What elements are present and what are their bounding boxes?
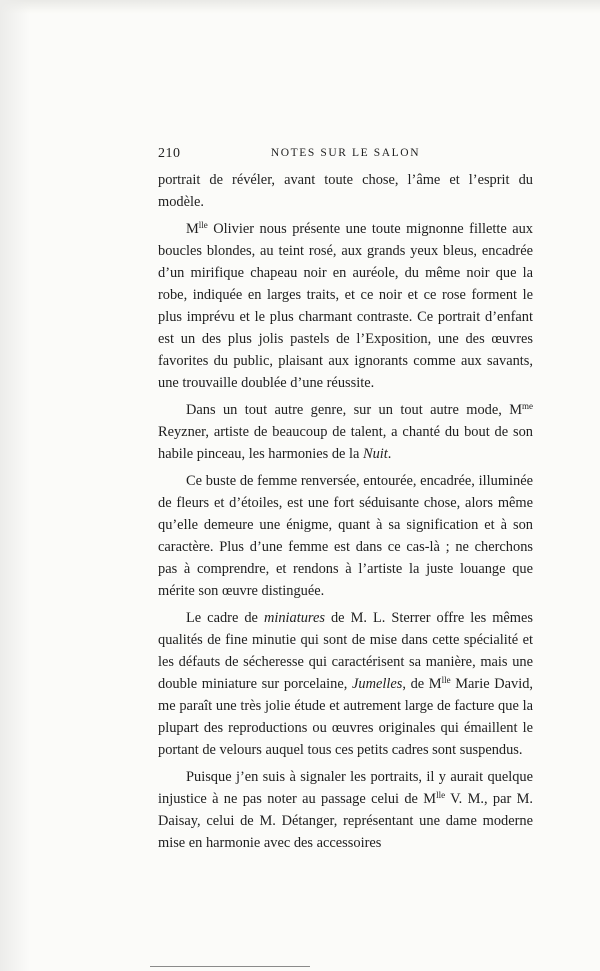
running-head bbox=[158, 146, 533, 166]
scan-edge-left bbox=[0, 0, 30, 971]
bottom-rule bbox=[150, 966, 310, 967]
italic-title: Nuit bbox=[363, 446, 388, 462]
paragraph bbox=[158, 169, 533, 213]
paragraph bbox=[158, 218, 533, 394]
text-segment: Reyzner, artiste de beaucoup de talent, a chanté du bout de son habile pinceau, les harmonies de la bbox=[158, 424, 533, 462]
text-segment: Ce buste de femme renversée, entourée, encadrée, illuminée de fleurs et d’étoiles, est une fort séduisante chose, alors même qu’elle demeure une énigme, quant à sa signification et à son caractère. Plus d’une femme est dans ce cas-là ; ne cherchons pas à comprendre, et rendons à l’artiste la juste louange que mérite son œuvre distinguée. bbox=[158, 473, 533, 599]
text-column bbox=[158, 169, 533, 859]
paragraph bbox=[158, 470, 533, 602]
paragraph bbox=[158, 607, 533, 761]
text-segment: Marie David, me paraît une très jolie étude et autrement large de facture que la plupart des reproductions ou œuvres originales qui émaillent le portant de velours auquel tous ces petits cadres sont suspendus. bbox=[158, 676, 534, 758]
text-segment: Puisque j’en suis à signaler les portraits, il y aurait quelque injustice à ne pas noter au passage celui de M bbox=[158, 769, 533, 807]
running-title: NOTES SUR LE SALON bbox=[270, 147, 421, 159]
text-segment: , de M bbox=[402, 676, 442, 692]
text-segment: portrait de révéler, avant toute chose, l’âme et l’esprit du modèle. bbox=[158, 172, 533, 210]
text-segment: V. M., par M. Daisay, celui de M. Détanger, représentant une dame moderne mise en harmonie avec des accessoires bbox=[158, 791, 533, 851]
text-segment: de M. L. Sterrer offre les mêmes qualités de fine minutie qui sont de mise dans cette spécialité et les défauts de sécheresse qui caractérisent sa manière, mais une double miniature sur porcelaine, bbox=[158, 610, 533, 692]
page-number: 210 bbox=[158, 146, 181, 161]
superscript-abbrev: lle bbox=[436, 790, 446, 800]
paragraph bbox=[158, 766, 533, 854]
text-segment: Olivier nous présente une toute mignonne fillette aux boucles blondes, au teint rosé, aux grands yeux bleus, encadrée d’un mirifique chapeau noir en auréole, du même noir que la robe, indiquée en larges traits, et ce noir et ce rose forment le plus imprévu et le plus charmant contraste. Ce portrait d’enfant est un des plus jolis pastels de l’Exposition, une des œuvres favorites du public, plaisant aux ignorants comme aux savants, une trouvaille doublée d’une réussite. bbox=[158, 221, 533, 391]
paragraph bbox=[158, 399, 533, 465]
italic-title: Jumelles bbox=[351, 676, 403, 692]
text-segment: . bbox=[387, 446, 392, 462]
italic-title: miniatures bbox=[263, 610, 325, 626]
text-segment: Le cadre de bbox=[186, 610, 264, 626]
superscript-abbrev: lle bbox=[198, 220, 208, 230]
superscript-abbrev: lle bbox=[441, 675, 451, 685]
scan-edge-top bbox=[0, 0, 600, 14]
superscript-abbrev: me bbox=[522, 401, 533, 411]
text-segment: M bbox=[186, 221, 199, 237]
text-segment: Dans un tout autre genre, sur un tout autre mode, M bbox=[186, 402, 522, 418]
